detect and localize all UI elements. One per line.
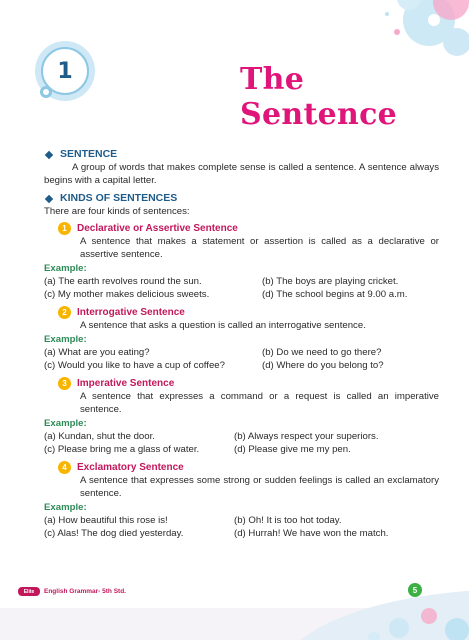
kind-heading-declarative: 1 Declarative or Assertive Sentence: [58, 222, 439, 235]
diamond-bullet-icon: [45, 150, 53, 158]
kind-heading-interrogative: 2 Interrogative Sentence: [58, 306, 439, 319]
kind-description: A sentence that expresses a command or a request is called an imperative sentence.: [80, 391, 439, 415]
example-item: (c) Alas! The dog died yesterday.: [44, 528, 184, 539]
example-label: Example:: [44, 418, 87, 429]
example-item: (d) Where do you belong to?: [262, 360, 384, 371]
example-list: [44, 514, 439, 540]
example-label: Example:: [44, 334, 87, 345]
publisher-logo: Elite: [18, 587, 40, 596]
example-list: [44, 346, 439, 372]
number-badge: 4: [58, 461, 71, 474]
example-item: (a) What are you eating?: [44, 347, 150, 358]
page-content: [44, 146, 439, 540]
diamond-bullet-icon: [45, 194, 53, 202]
sentence-definition: A group of words that makes complete sense is called a sentence. A sentence always begins with a capital letter.: [44, 162, 439, 186]
chapter-number: 1: [57, 58, 73, 84]
example-item: (c) Would you like to have a cup of coffee?: [44, 360, 225, 371]
kind-heading-exclamatory: 4 Exclamatory Sentence: [58, 461, 439, 474]
kind-description: A sentence that makes a statement or assertion is called as a declarative or assertive sentence.: [80, 236, 439, 260]
example-item: (a) How beautiful this rose is!: [44, 515, 168, 526]
example-item: (b) The boys are playing cricket.: [262, 276, 399, 287]
example-list: [44, 275, 439, 301]
section-heading-sentence: SENTENCE: [44, 148, 439, 161]
example-item: (d) Please give me my pen.: [234, 444, 351, 455]
kind-heading-imperative: 3 Imperative Sentence: [58, 377, 439, 390]
section-heading-kinds: KINDS OF SENTENCES: [44, 192, 439, 205]
kinds-intro: There are four kinds of sentences:: [44, 206, 190, 217]
footer-book-info: [18, 587, 126, 596]
example-item: (d) The school begins at 9.00 a.m.: [262, 289, 408, 300]
example-item: (a) The earth revolves round the sun.: [44, 276, 202, 287]
kind-description: A sentence that asks a question is called an interrogative sentence.: [80, 320, 366, 331]
example-item: (b) Oh! It is too hot today.: [234, 515, 342, 526]
example-item: (c) My mother makes delicious sweets.: [44, 289, 210, 300]
example-item: (a) Kundan, shut the door.: [44, 431, 155, 442]
example-label: Example:: [44, 502, 87, 513]
floral-border-icon: [279, 580, 469, 640]
number-badge: 3: [58, 377, 71, 390]
kind-description: A sentence that expresses some strong or sudden feelings is called an exclamatory sentence.: [80, 475, 439, 499]
number-badge: 2: [58, 306, 71, 319]
example-label: Example:: [44, 263, 87, 274]
example-item: (d) Hurrah! We have won the match.: [234, 528, 389, 539]
page-number: 5: [408, 583, 422, 597]
example-item: (c) Please bring me a glass of water.: [44, 444, 200, 455]
example-list: [44, 430, 439, 456]
number-badge: 1: [58, 222, 71, 235]
example-item: (b) Do we need to go there?: [262, 347, 382, 358]
example-item: (b) Always respect your superiors.: [234, 431, 379, 442]
page-title: The Sentence: [240, 62, 398, 132]
book-title: English Grammar- 5th Std.: [44, 588, 126, 595]
